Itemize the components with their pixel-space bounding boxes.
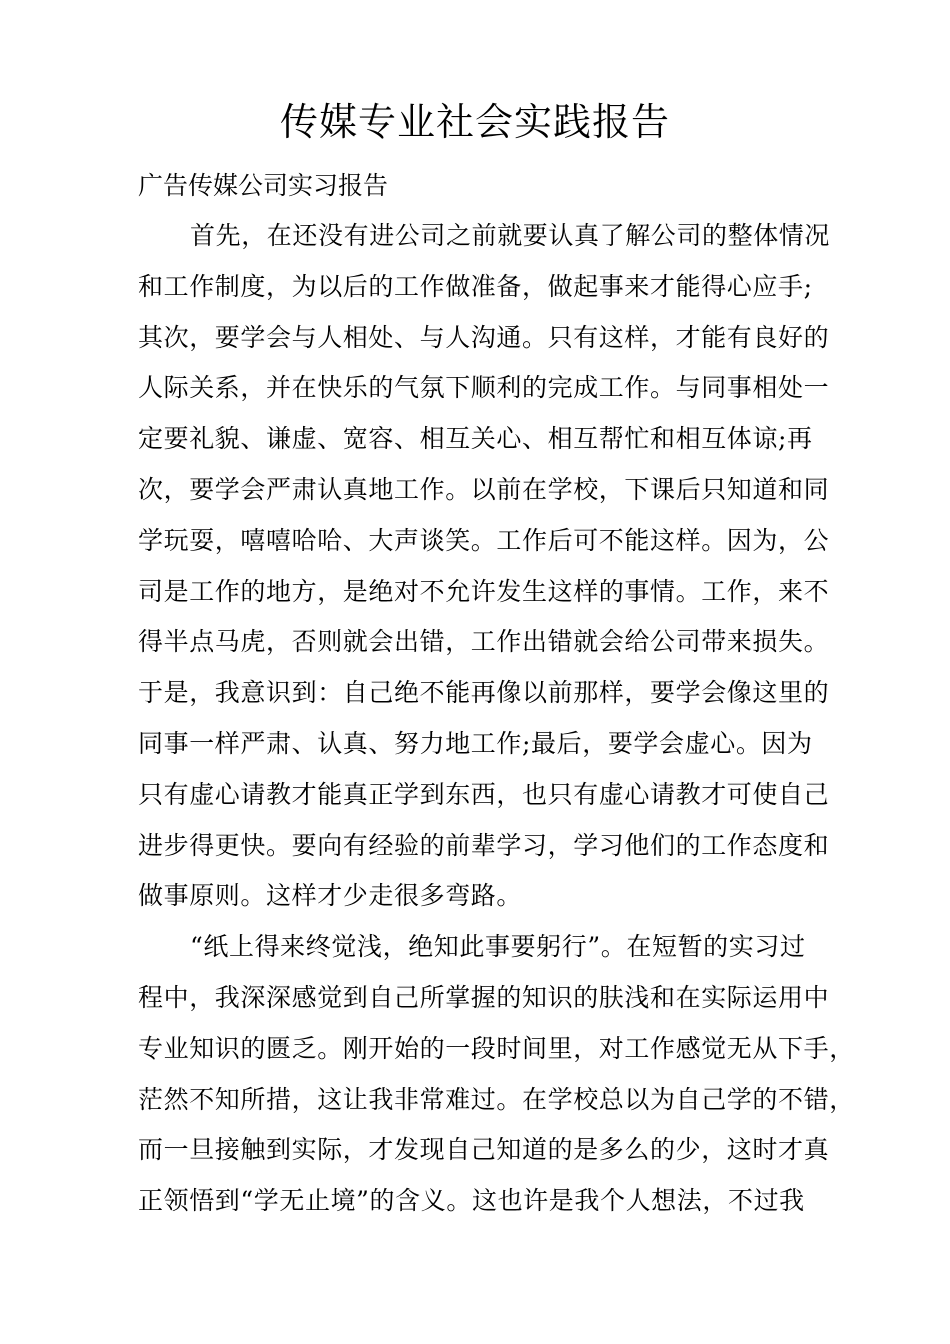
text-line: 人际关系，并在快乐的气氛下顺利的完成工作。与同事相处一: [138, 373, 830, 403]
text-line: “纸上得来终觉浅，绝知此事要躬行”。在短暂的实习过: [190, 932, 806, 962]
text-line: 和工作制度，为以后的工作做准备，做起事来才能得心应手;: [138, 271, 813, 301]
text-line: 而一旦接触到实际，才发现自己知道的是多么的少，这时才真: [138, 1135, 830, 1165]
body-text: [138, 214, 855, 1230]
text-line: 首先，在还没有进公司之前就要认真了解公司的整体情况: [190, 221, 831, 250]
text-line: 进步得更快。要向有经验的前辈学习，学习他们的工作态度和: [138, 830, 830, 860]
text-line: 其次，要学会与人相处、与人沟通。只有这样，才能有良好的: [138, 322, 830, 352]
text-line: 正领悟到“学无止境”的含义。这也许是我个人想法，不过我: [138, 1186, 805, 1216]
text-line: 同事一样严肃、认真、努力地工作;最后，要学会虚心。因为: [138, 728, 813, 758]
text-line: 于是，我意识到：自己绝不能再像以前那样，要学会像这里的: [138, 678, 830, 708]
text-line: 专业知识的匮乏。刚开始的一段时间里，对工作感觉无从下手，: [138, 1033, 855, 1063]
text-line: 程中，我深深感觉到自己所掌握的知识的肤浅和在实际运用中: [138, 982, 830, 1012]
document-title: 传媒专业社会实践报告: [279, 100, 670, 144]
text-line: 只有虚心请教才能真正学到东西，也只有虚心请教才可使自己: [138, 779, 830, 809]
text-line: 次，要学会严肃认真地工作。以前在学校，下课后只知道和同: [138, 474, 830, 504]
text-line: 定要礼貌、谦虚、宽容、相互关心、相互帮忙和相互体谅;再: [138, 424, 813, 454]
text-line: 司是工作的地方，是绝对不允许发生这样的事情。工作，来不: [138, 576, 830, 606]
text-line: 茫然不知所措，这让我非常难过。在学校总以为自己学的不错，: [138, 1084, 855, 1114]
document-subtitle: 广告传媒公司实习报告: [138, 171, 389, 200]
text-line: 学玩耍，嘻嘻哈哈、大声谈笑。工作后可不能这样。因为，公: [138, 525, 830, 555]
text-line: 做事原则。这样才少走很多弯路。: [138, 881, 523, 911]
text-line: 得半点马虎，否则就会出错，工作出错就会给公司带来损失。: [138, 627, 830, 657]
